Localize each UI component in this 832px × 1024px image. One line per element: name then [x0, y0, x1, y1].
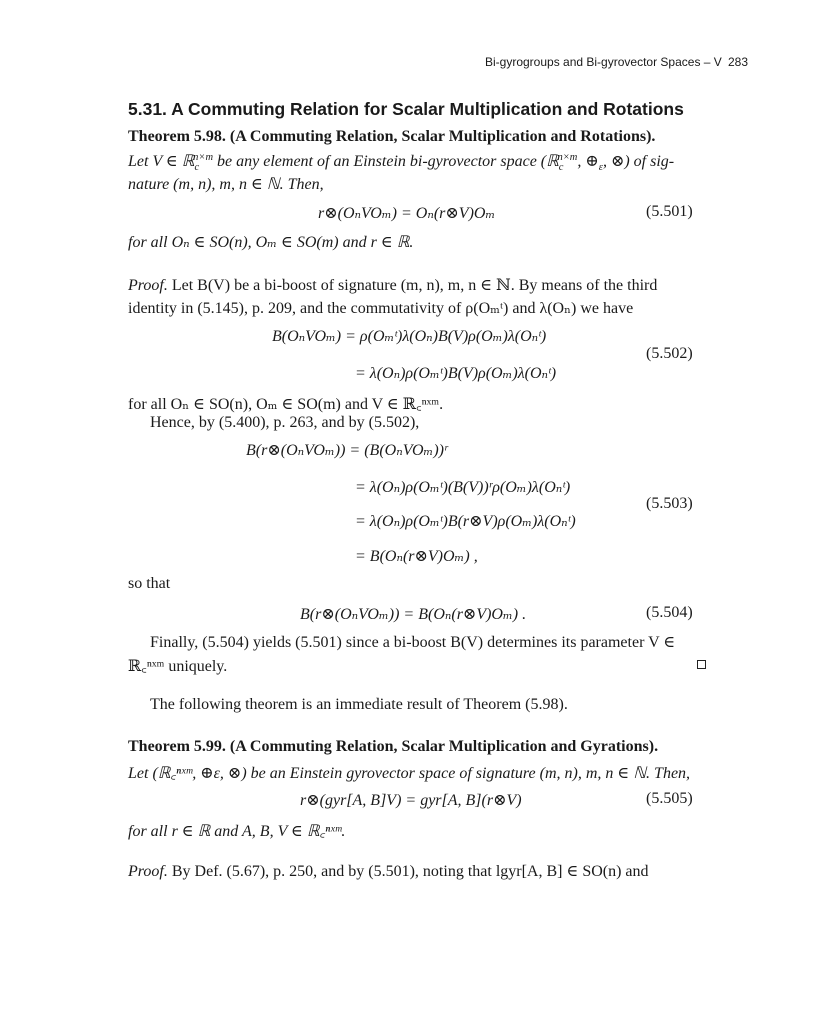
theorem-599-heading: Theorem 5.99. (A Commuting Relation, Scalar Multiplication and Gyrations). [128, 738, 659, 755]
theorem-598-heading: Theorem 5.98. (A Commuting Relation, Scalar Multiplication and Rotations). [128, 128, 656, 145]
proof-599-line-1: Proof. By Def. (5.67), p. 250, and by (5.501), noting that lgyr[A, B] ∈ SO(n) and [128, 863, 649, 880]
equation-5-503-line-4: = B(Oₙ(r⊗V)Oₘ) , [355, 548, 478, 565]
proof-598-line-2: identity in (5.145), p. 209, and the commutativity of ρ(Oₘᵗ) and λ(Oₙ) we have [128, 300, 634, 317]
proof-598-line-3: for all Oₙ ∈ SO(n), Oₘ ∈ SO(m) and V ∈ ℝ꜀ⁿˣᵐ. [128, 396, 444, 413]
equation-5-503-line-1: B(r⊗(OₙVOₘ)) = (B(OₙVOₘ))ʳ [246, 442, 448, 459]
theorem-599-condition: for all r ∈ ℝ and A, B, V ∈ ℝ꜀ⁿˣᵐ. [128, 823, 346, 840]
so-that-text: so that [128, 575, 171, 592]
equation-5-503-line-2: = λ(Oₙ)ρ(Oₘᵗ)(B(V))ʳρ(Oₘ)λ(Oₙᵗ) [355, 479, 571, 496]
equation-number-5-501: (5.501) [646, 203, 693, 220]
page-number: 283 [728, 55, 749, 69]
theorem-598-statement-line-2: nature (m, n), m, n ∈ ℕ. Then, [128, 176, 324, 193]
qed-square-icon [697, 660, 706, 669]
equation-5-505: r⊗(gyr[A, B]V) = gyr[A, B](r⊗V) [300, 792, 522, 809]
equation-5-504: B(r⊗(OₙVOₘ)) = B(Oₙ(r⊗V)Oₘ) . [300, 606, 527, 623]
section-title: 5.31. A Commuting Relation for Scalar Multiplication and Rotations [128, 99, 684, 119]
proof-598-line-1: Proof. Let B(V) be a bi-boost of signature (m, n), m, n ∈ ℕ. By means of the third [128, 277, 658, 294]
equation-5-502-line-2: = λ(Oₙ)ρ(Oₘᵗ)B(V)ρ(Oₘ)λ(Oₙᵗ) [355, 365, 557, 382]
theorem-598-statement-line-1: Let V ∈ ℝ$_c^{n\times m}$ be any element of an Einstein bi-gyrovector space (ℝ$_c^{n\times m}$, $\oplus_\varepsilon$, ⊗) of sig- [128, 151, 675, 174]
proof-598-final-line-2: ℝ꜀ⁿˣᵐ uniquely. [128, 658, 228, 675]
equation-5-503-line-3: = λ(Oₙ)ρ(Oₘᵗ)B(r⊗V)ρ(Oₘ)λ(Oₙᵗ) [355, 513, 576, 530]
proof-598-line-4: Hence, by (5.400), p. 263, and by (5.502), [150, 414, 420, 431]
proof-label: Proof. [128, 277, 168, 294]
equation-number-5-503: (5.503) [646, 495, 693, 512]
theorem-598-condition: for all Oₙ ∈ SO(n), Oₘ ∈ SO(m) and r ∈ ℝ. [128, 234, 414, 251]
equation-5-501: r⊗(OₙVOₘ) = Oₙ(r⊗V)Oₘ [318, 205, 496, 222]
following-sentence: The following theorem is an immediate result of Theorem (5.98). [150, 696, 568, 713]
equation-number-5-505: (5.505) [646, 790, 693, 807]
proof-598-final-line-1: Finally, (5.504) yields (5.501) since a bi-boost B(V) determines its parameter V ∈ [150, 634, 676, 651]
equation-number-5-502: (5.502) [646, 345, 693, 362]
equation-5-502-line-1: B(OₙVOₘ) = ρ(Oₘᵗ)λ(Oₙ)B(V)ρ(Oₘ)λ(Oₙᵗ) [272, 328, 547, 345]
theorem-599-statement: Let (ℝ꜀ⁿˣᵐ, ⊕ε, ⊗) be an Einstein gyrovector space of signature (m, n), m, n ∈ ℕ. Then, [128, 765, 691, 782]
proof-label: Proof. [128, 863, 168, 880]
equation-number-5-504: (5.504) [646, 604, 693, 621]
running-header-title: Bi-gyrogroups and Bi-gyrovector Spaces – V [485, 55, 722, 69]
